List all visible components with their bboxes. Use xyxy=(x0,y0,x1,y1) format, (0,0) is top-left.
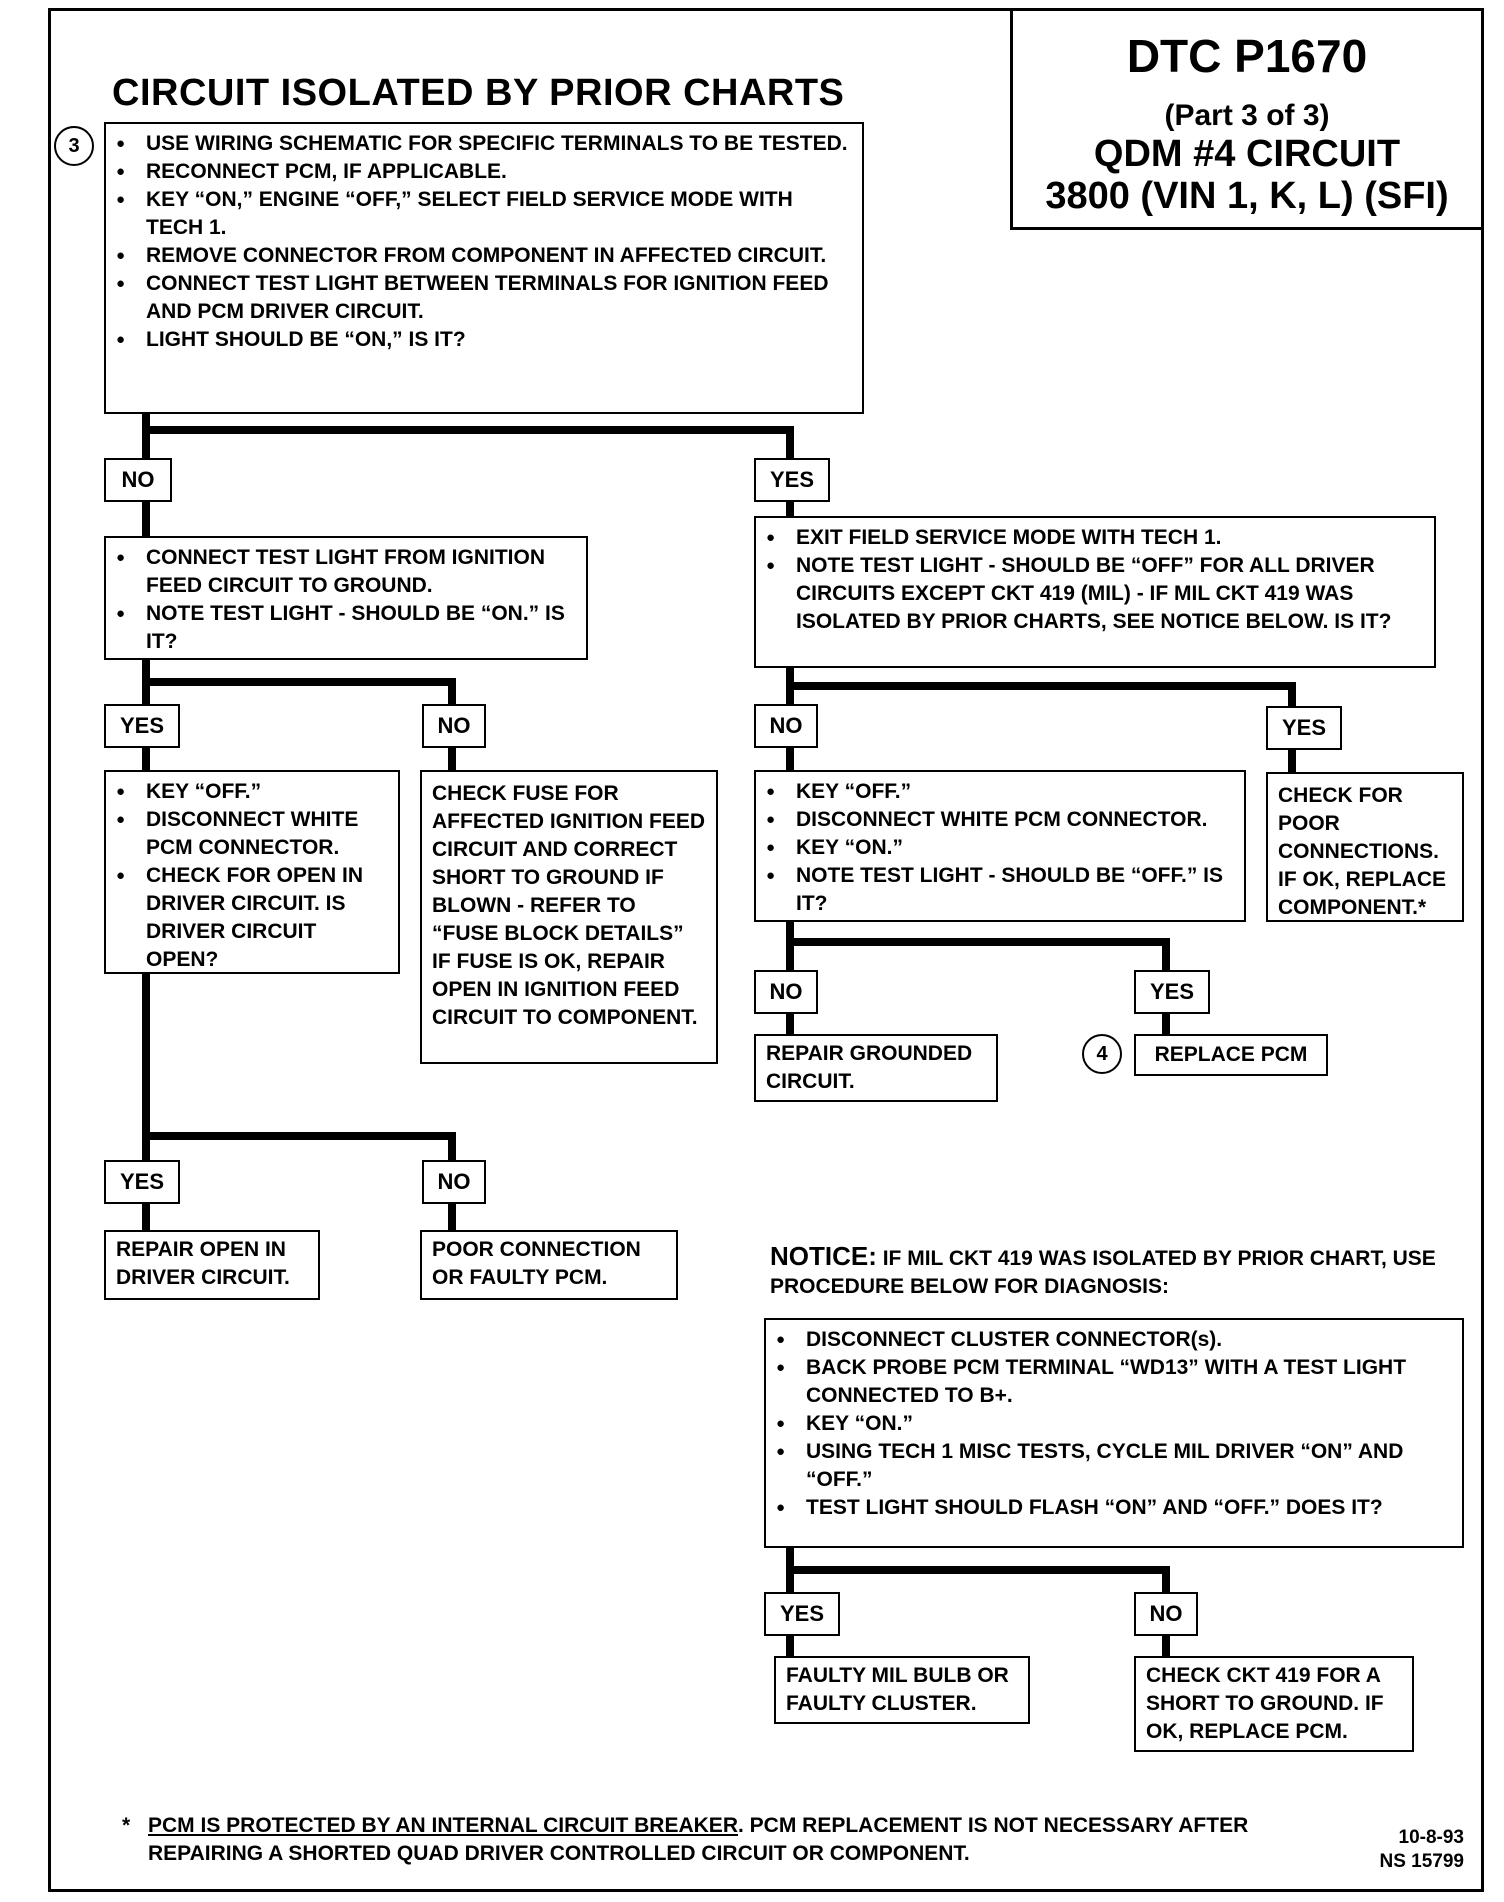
connector-line xyxy=(142,426,794,434)
instruction-item: ● USE WIRING SCHEMATIC FOR SPECIFIC TERMINALS TO BE TESTED. xyxy=(110,130,852,158)
instruction-item: ● TEST LIGHT SHOULD FLASH “ON” AND “OFF.” DOES IT? xyxy=(770,1494,1452,1522)
ignition-feed-check-box xyxy=(104,536,588,660)
instruction-item: ● DISCONNECT WHITE PCM CONNECTOR. xyxy=(110,806,390,862)
connector-line xyxy=(1162,938,1170,970)
step-4-marker: 4 xyxy=(1082,1034,1122,1074)
notice-label: NOTICE: xyxy=(770,1241,877,1271)
connector-line xyxy=(448,678,456,704)
instruction-item: ● DISCONNECT CLUSTER CONNECTOR(s). xyxy=(770,1326,1452,1354)
check-ckt-419-box: CHECK CKT 419 FOR A SHORT TO GROUND. IF OK, REPLACE PCM. xyxy=(1134,1656,1414,1752)
notice-body: IF MIL CKT 419 WAS ISOLATED BY PRIOR CHART, USE PROCEDURE BELOW FOR DIAGNOSIS: xyxy=(770,1247,1436,1298)
connector-line xyxy=(1162,1566,1170,1592)
instruction-item: ● NOTE TEST LIGHT - SHOULD BE “OFF” FOR ALL DRIVER CIRCUITS EXCEPT CKT 419 (MIL) - IF MIL CKT 419 WAS ISOLATED BY PRIOR CHARTS, SEE NOTICE BELOW. IS IT? xyxy=(760,552,1424,636)
instruction-item: ● NOTE TEST LIGHT - SHOULD BE “OFF.” IS IT? xyxy=(760,862,1236,918)
connector-line xyxy=(786,682,1296,690)
connector-line xyxy=(142,678,456,686)
notice-text xyxy=(770,1242,1470,1301)
dtc-part: (Part 3 of 3) xyxy=(1164,99,1330,132)
instruction-item: ● KEY “ON,” ENGINE “OFF,” SELECT FIELD SERVICE MODE WITH TECH 1. xyxy=(110,186,852,242)
document-date: 10-8-93 xyxy=(1398,1827,1464,1848)
top-instruction-box xyxy=(104,122,864,414)
poor-connection-box: POOR CONNECTION OR FAULTY PCM. xyxy=(420,1230,678,1300)
footnote-asterisk: * xyxy=(122,1814,131,1837)
dtc-engine: 3800 (VIN 1, K, L) (SFI) xyxy=(1045,175,1449,217)
yes-label: YES xyxy=(754,458,830,502)
check-connections-box: CHECK FOR POOR CONNECTIONS. IF OK, REPLACE COMPONENT.* xyxy=(1266,772,1464,922)
no-label: NO xyxy=(422,704,486,748)
connector-line xyxy=(1288,750,1296,772)
chart-title: CIRCUIT ISOLATED BY PRIOR CHARTS xyxy=(112,72,845,114)
connector-line xyxy=(1288,682,1296,706)
instruction-item: ● RECONNECT PCM, IF APPLICABLE. xyxy=(110,158,852,186)
connector-line xyxy=(142,502,150,536)
connector-line xyxy=(142,1204,150,1230)
instruction-item: ● CHECK FOR OPEN IN DRIVER CIRCUIT. IS DRIVER CIRCUIT OPEN? xyxy=(110,862,390,974)
instruction-item: ● LIGHT SHOULD BE “ON,” IS IT? xyxy=(110,326,852,354)
instruction-item: ● EXIT FIELD SERVICE MODE WITH TECH 1. xyxy=(760,524,1424,552)
instruction-item: ● CONNECT TEST LIGHT FROM IGNITION FEED CIRCUIT TO GROUND. xyxy=(110,544,576,600)
dtc-circuit: QDM #4 CIRCUIT xyxy=(1093,133,1401,175)
connector-line xyxy=(786,1636,794,1656)
notice-procedure-box xyxy=(764,1318,1464,1548)
no-label: NO xyxy=(422,1160,486,1204)
instruction-item: ● BACK PROBE PCM TERMINAL “WD13” WITH A TEST LIGHT CONNECTED TO B+. xyxy=(770,1354,1452,1410)
instruction-item: ● CONNECT TEST LIGHT BETWEEN TERMINALS FOR IGNITION FEED AND PCM DRIVER CIRCUIT. xyxy=(110,270,852,326)
instruction-item: ● USING TECH 1 MISC TESTS, CYCLE MIL DRIVER “ON” AND “OFF.” xyxy=(770,1438,1452,1494)
instruction-item: ● KEY “ON.” xyxy=(760,834,1236,862)
footnote-underlined: PCM IS PROTECTED BY AN INTERNAL CIRCUIT BREAKER xyxy=(148,1814,738,1837)
document-id xyxy=(1344,1826,1464,1874)
footnote xyxy=(122,1812,1288,1868)
yes-label: YES xyxy=(764,1592,840,1636)
connector-line xyxy=(786,426,794,460)
instruction-item: ● KEY “OFF.” xyxy=(760,778,1236,806)
step-3-marker: 3 xyxy=(54,126,94,166)
yes-label: YES xyxy=(1134,970,1210,1014)
instruction-item: ● NOTE TEST LIGHT - SHOULD BE “ON.” IS IT? xyxy=(110,600,576,656)
yes-label: YES xyxy=(104,704,180,748)
connector-line xyxy=(786,502,794,516)
document-code: NS 15799 xyxy=(1379,1851,1464,1872)
connector-line xyxy=(786,1566,1170,1574)
repair-open-box: REPAIR OPEN IN DRIVER CIRCUIT. xyxy=(104,1230,320,1300)
instruction-item: ● REMOVE CONNECTOR FROM COMPONENT IN AFFECTED CIRCUIT. xyxy=(110,242,852,270)
yes-label: YES xyxy=(1266,706,1342,750)
faulty-bulb-box: FAULTY MIL BULB OR FAULTY CLUSTER. xyxy=(774,1656,1030,1724)
no-label: NO xyxy=(754,704,818,748)
instruction-item: ● KEY “ON.” xyxy=(770,1410,1452,1438)
connector-line xyxy=(142,412,150,458)
exit-field-service-box xyxy=(754,516,1436,668)
connector-line xyxy=(786,748,794,770)
key-off-test-box xyxy=(754,770,1246,922)
disconnect-pcm-box xyxy=(104,770,400,974)
connector-line xyxy=(448,748,456,770)
connector-line xyxy=(1162,1014,1170,1034)
replace-pcm-box: REPLACE PCM xyxy=(1134,1034,1328,1076)
dtc-code: DTC P1670 xyxy=(1126,30,1368,82)
instruction-item: ● DISCONNECT WHITE PCM CONNECTOR. xyxy=(760,806,1236,834)
connector-line xyxy=(142,748,150,770)
no-label: NO xyxy=(104,458,172,502)
connector-line xyxy=(786,938,1170,946)
instruction-item: ● KEY “OFF.” xyxy=(110,778,390,806)
no-label: NO xyxy=(1134,1592,1198,1636)
connector-line xyxy=(1162,1636,1170,1656)
check-fuse-box: CHECK FUSE FOR AFFECTED IGNITION FEED CIRCUIT AND CORRECT SHORT TO GROUND IF BLOWN - REFER TO “FUSE BLOCK DETAILS” IF FUSE IS OK, REPAIR OPEN IN IGNITION FEED CIRCUIT TO COMPONENT. xyxy=(420,770,718,1064)
repair-grounded-box: REPAIR GROUNDED CIRCUIT. xyxy=(754,1034,998,1102)
yes-label: YES xyxy=(104,1160,180,1204)
connector-line xyxy=(448,1204,456,1230)
connector-line xyxy=(786,1014,794,1034)
footnote-text: . PCM REPLACEMENT IS NOT NECESSARY AFTER REPAIRING A SHORTED QUAD DRIVER CONTROLLED CIRCUIT OR COMPONENT. xyxy=(148,1814,1249,1865)
connector-line xyxy=(142,1132,456,1140)
connector-line xyxy=(448,1132,456,1160)
dtc-title-box xyxy=(1010,8,1484,230)
no-label: NO xyxy=(754,970,818,1014)
